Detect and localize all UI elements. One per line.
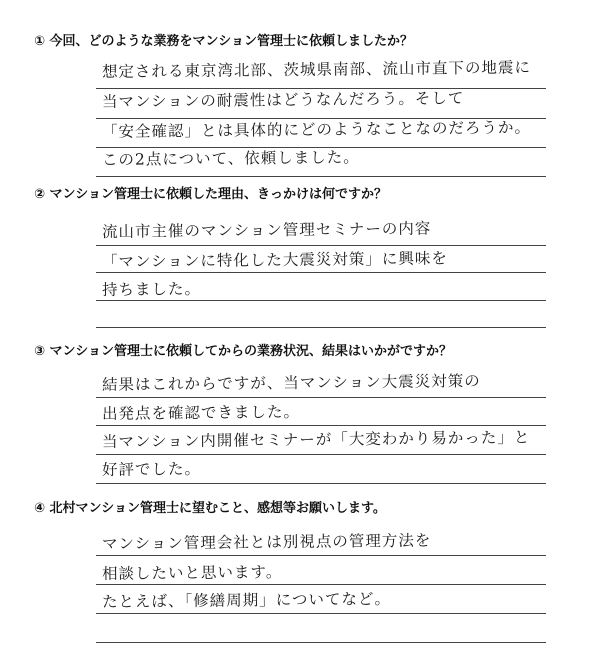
answer-4-rule-2 — [96, 584, 546, 585]
answer-3-line-1: 結果はこれからですが、当マンション大震災対策の — [101, 372, 481, 394]
answer-1-line-4: この2点について、依頼しました。 — [101, 148, 360, 169]
answer-3-rule-1 — [96, 397, 546, 398]
answer-2-rule-1 — [96, 245, 546, 246]
answer-1-rule-4 — [96, 176, 546, 177]
answer-2-line-3: 持ちました。 — [101, 279, 202, 299]
question-2: ② マンション管理士に依頼した理由、きっかけは何ですか？ — [34, 187, 387, 202]
answer-3-line-2: 出発点を確認できました。 — [101, 402, 301, 423]
question-1: ① 今回、どのような業務をマンション管理士に依頼しましたか？ — [34, 34, 413, 49]
answer-4-line-3: たとえば、「修繕周期」についてなど。 — [101, 589, 392, 611]
question-3: ③ マンション管理士に依頼してからの業務状況、結果はいかがですか？ — [34, 344, 452, 359]
answer-2-rule-4 — [96, 327, 546, 328]
answer-1-line-1: 想定される東京湾北部、茨城県南部、流山市直下の地震に — [101, 58, 532, 81]
answer-4-rule-1 — [96, 555, 546, 556]
answer-3-line-3: 当マンション内開催セミナーが「大変わかり易かった」と — [101, 428, 531, 451]
answer-4-rule-3 — [96, 613, 546, 614]
answer-3-rule-3 — [96, 454, 546, 455]
answer-3-rule-4 — [96, 483, 546, 484]
answer-1-line-3: 「安全確認」とは具体的にどのようなことなのだろうか。 — [101, 118, 532, 141]
question-4: ④ 北村マンション管理士に望むこと、感想等お願いします。 — [34, 501, 386, 516]
answer-4-line-2: 相談したいと思います。 — [101, 563, 283, 583]
answer-2-rule-3 — [96, 300, 546, 301]
answer-4-line-1: マンション管理会社とは別視点の管理方法を — [101, 531, 432, 553]
answer-4-rule-4 — [96, 642, 546, 643]
answer-2-rule-2 — [96, 272, 546, 273]
answer-3-line-4: 好評でした。 — [101, 459, 202, 479]
answer-2-line-1: 流山市主催のマンション管理セミナーの内容 — [101, 219, 432, 241]
answer-1-line-2: 当マンションの耐震性はどうなんだろう。そして — [101, 89, 465, 111]
answer-2-line-2: 「マンションに特化した大震災対策」に興味を — [101, 249, 448, 271]
